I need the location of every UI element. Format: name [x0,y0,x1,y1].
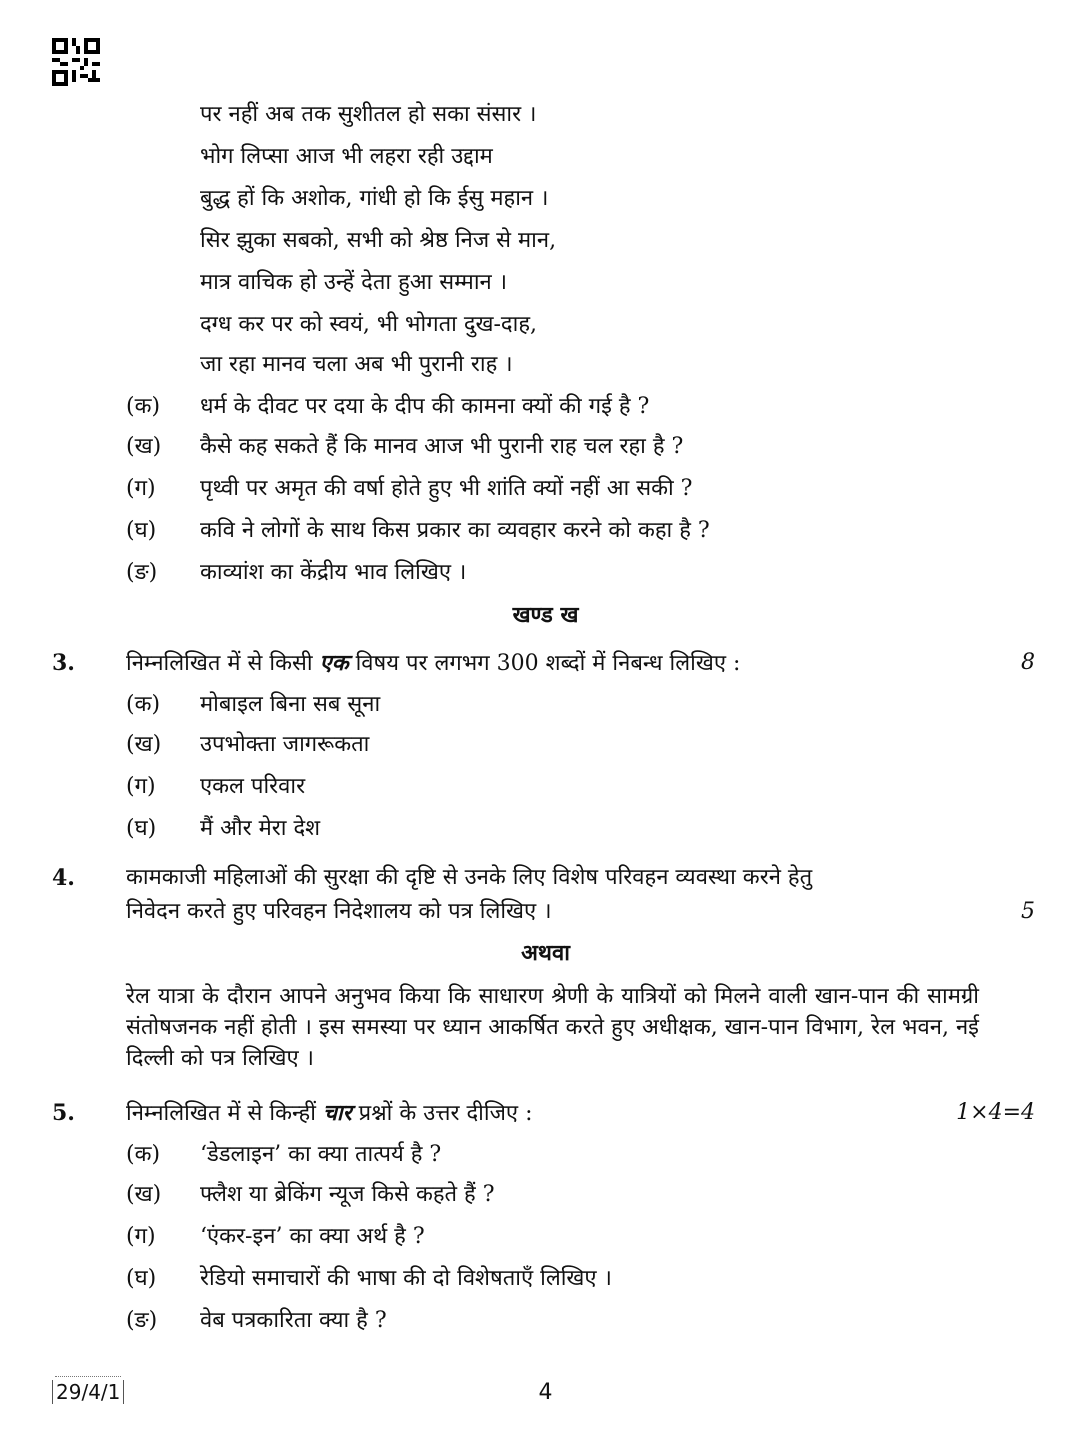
question-text [126,1098,532,1129]
paper-code: 29/4/1 [52,1380,124,1404]
page-number: 4 [538,1380,553,1405]
q3-option-label: (घ) [126,816,157,841]
q2-sub-text: पृथ्वी पर अमृत की वर्षा होते हुए भी शांति क्यों नहीं आ सकी ? [200,476,693,501]
q2-sub-label: (ख) [126,434,162,459]
question-text-part: निम्नलिखित में से किन्हीं [126,1101,323,1126]
q2-sub-text: कैसे कह सकते हैं कि मानव आज भी पुरानी राह चल रहा है ? [200,434,684,459]
question-number: 3. [52,650,75,676]
section-heading: खण्ड ख [512,602,579,628]
question-text-part: विषय पर लगभग 300 शब्दों में निबन्ध लिखिए : [348,651,741,676]
q3-option-label: (ग) [126,774,156,799]
q5-option-text: वेब पत्रकारिता क्या है ? [200,1308,387,1333]
q5-option-label: (ङ) [126,1308,158,1333]
marks: 1×4=4 [956,1100,1035,1125]
q3-option-text: मैं और मेरा देश [200,816,321,841]
q2-sub-label: (क) [126,394,161,419]
poem-line: दग्ध कर पर को स्वयं, भी भोगता दुख-दाह, [200,312,537,337]
q5-option-text: रेडियो समाचारों की भाषा की दो विशेषताएँ लिखिए । [200,1266,612,1291]
q3-option-text: उपभोक्ता जागरूकता [200,732,370,757]
question-emphasis: एक [319,650,349,676]
q3-option-label: (क) [126,692,161,717]
question-text: कामकाजी महिलाओं की सुरक्षा की दृष्टि से उनके लिए विशेष परिवहन व्यवस्था करने हेतु [126,865,813,890]
q5-option-label: (ग) [126,1224,156,1249]
question-text: निवेदन करते हुए परिवहन निदेशालय को पत्र लिखिए । [126,899,552,924]
marks: 8 [1021,650,1035,675]
question-text-part: निम्नलिखित में से किसी [126,651,320,676]
question-text [126,648,740,679]
q3-option-label: (ख) [126,732,162,757]
q2-sub-label: (ग) [126,476,156,501]
q2-sub-text: धर्म के दीवट पर दया के दीप की कामना क्यों की गई है ? [200,394,650,419]
question-number: 4. [52,865,75,891]
poem-line: भोग लिप्सा आज भी लहरा रही उद्दाम [200,144,493,169]
poem-line: बुद्ध हों कि अशोक, गांधी हो कि ईसु महान । [200,186,549,211]
q3-option-text: मोबाइल बिना सब सूना [200,692,381,717]
poem-line: मात्र वाचिक हो उन्हें देता हुआ सम्मान । [200,270,508,295]
q2-sub-label: (ङ) [126,560,158,585]
q5-option-label: (घ) [126,1266,157,1291]
q5-option-label: (क) [126,1142,161,1167]
alt-question-paragraph: रेल यात्रा के दौरान आपने अनुभव किया कि साधारण श्रेणी के यात्रियों को मिलने वाली खान-पान की सामग्री संतोषजनक नहीं होती । इस समस्या पर ध्यान आकर्षित करते हुए अधीक्षक, खान-पान विभाग, रेल भवन, नई दिल्ली को पत्र लिखिए । [126,984,979,1071]
q2-sub-text: कवि ने लोगों के साथ किस प्रकार का व्यवहार करने को कहा है ? [200,518,710,543]
question-emphasis: चार [322,1100,352,1126]
or-heading: अथवा [521,940,570,966]
poem-line: सिर झुका सबको, सभी को श्रेष्ठ निज से मान, [200,228,557,253]
question-text-part: प्रश्नों के उत्तर दीजिए : [351,1101,533,1126]
poem-line: पर नहीं अब तक सुशीतल हो सका संसार । [200,102,537,127]
q5-option-text: ‘एंकर-इन’ का क्या अर्थ है ? [200,1224,425,1249]
question-number: 5. [52,1100,75,1126]
q2-sub-label: (घ) [126,518,157,543]
q5-option-label: (ख) [126,1182,162,1207]
qr-code-icon [52,38,100,86]
q2-sub-text: काव्यांश का केंद्रीय भाव लिखिए । [200,560,467,585]
q3-option-text: एकल परिवार [200,774,306,799]
marks: 5 [1021,899,1035,924]
q5-option-text: फ्लैश या ब्रेकिंग न्यूज किसे कहते हैं ? [200,1182,495,1207]
q5-option-text: ‘डेडलाइन’ का क्या तात्पर्य है ? [200,1142,442,1167]
poem-line: जा रहा मानव चला अब भी पुरानी राह । [200,352,513,377]
